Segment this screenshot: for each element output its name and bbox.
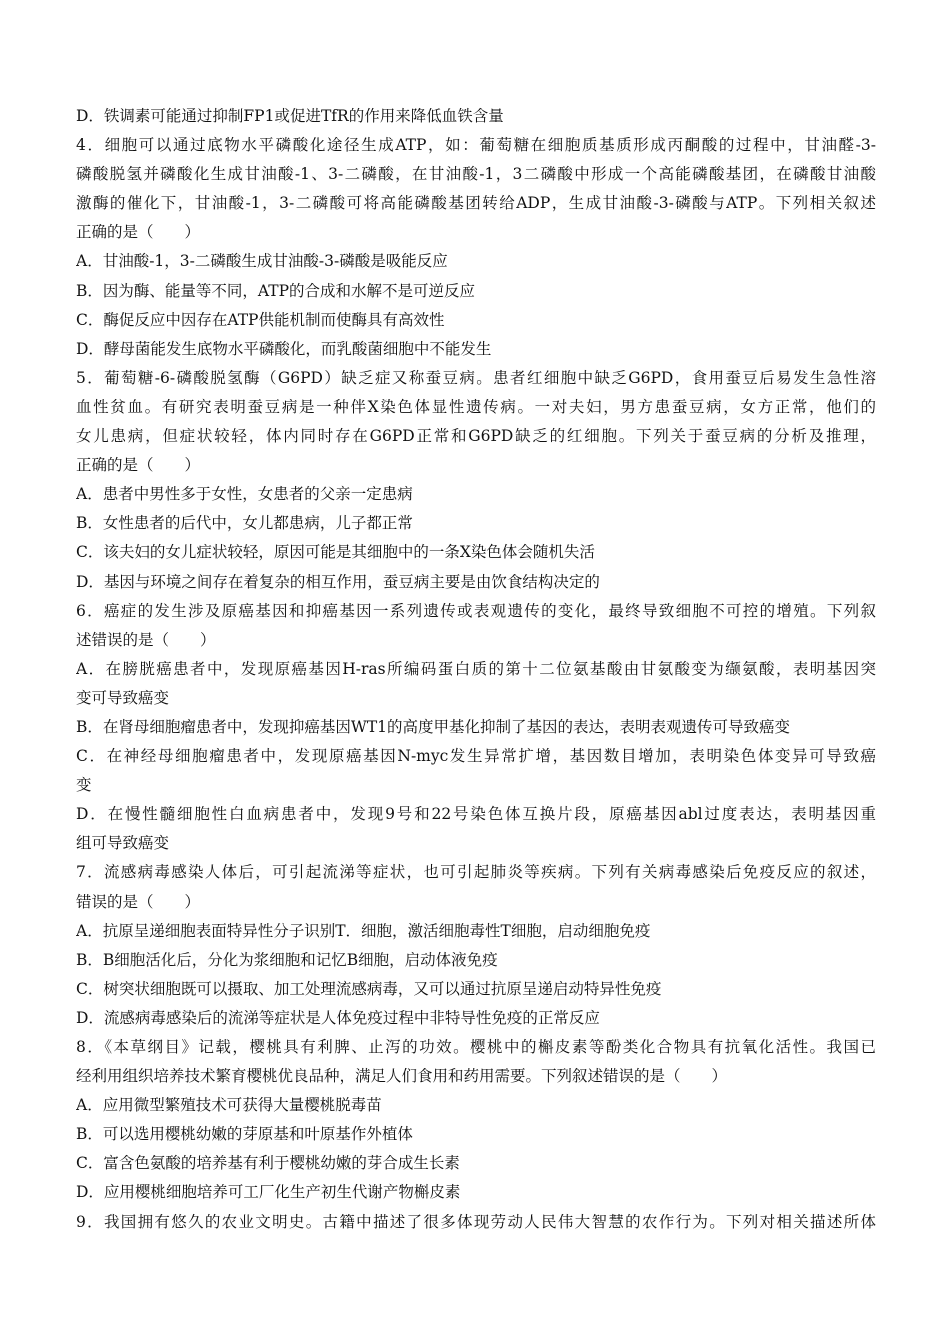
answer-option-line: B．在肾母细胞瘤患者中，发现抑癌基因WT1的高度甲基化抑制了基因的表达，表明表观遗传可导致癌变: [76, 717, 791, 736]
answer-option-line: B．女性患者的后代中，女儿都患病，儿子都正常: [76, 514, 413, 533]
question-text-line: 正确的是（ ）: [76, 456, 201, 475]
question-text-line: 8．《本草纲目》记载，樱桃具有利脾、止泻的功效。樱桃中的槲皮素等酚类化合物具有抗氧化活性。我国已: [76, 1038, 876, 1056]
question-text-line: 女儿患病，但症状较轻，体内同时存在G6PD正常和G6PD缺乏的红细胞。下列关于蚕豆病的分析及推理，: [76, 427, 876, 446]
question-text-line: 7．流感病毒感染人体后，可引起流涕等症状，也可引起肺炎等疾病。下列有关病毒感染后免疫反应的叙述，: [76, 863, 876, 882]
answer-option-line: D．铁调素可能通过抑制FP1或促进TfR的作用来降低血铁含量: [76, 107, 504, 125]
question-text-line: 经利用组织培养技术繁育樱桃优良品种，满足人们食用和药用需要。下列叙述错误的是（ ）: [76, 1067, 728, 1086]
answer-option-line: A．患者中男性多于女性，女患者的父亲一定患病: [76, 485, 413, 504]
answer-option-line: C．在神经母细胞瘤患者中，发现原癌基因N-myc发生异常扩增，基因数目增加，表明染色体变异可导致癌: [76, 747, 876, 766]
answer-option-line: B．B细胞活化后，分化为浆细胞和记忆B细胞，启动体液免疫: [76, 950, 498, 969]
question-text-line: 正确的是（ ）: [76, 223, 201, 242]
answer-option-line: 组可导致癌变: [76, 834, 170, 853]
answer-option-line: B．可以选用樱桃幼嫩的芽原基和叶原基作外植体: [76, 1125, 413, 1144]
answer-option-line: C．酶促反应中因存在ATP供能机制而使酶具有高效性: [76, 310, 445, 329]
question-text-line: 激酶的催化下，甘油酸-1，3-二磷酸可将高能磷酸基团转给ADP，生成甘油酸-3-磷酸与ATP。下列相关叙述: [76, 194, 876, 213]
answer-option-line: 变可导致癌变: [76, 688, 170, 707]
answer-option-line: C．该夫妇的女儿症状较轻，原因可能是其细胞中的一条X染色体会随机失活: [76, 543, 595, 562]
answer-option-line: D．流感病毒感染后的流涕等症状是人体免疫过程中非特导性免疫的正常反应: [76, 1008, 600, 1027]
question-text-line: 血性贫血。有研究表明蚕豆病是一种伴X染色体显性遗传病。一对夫妇，男方患蚕豆病，女方正常，他们的: [76, 397, 876, 416]
answer-option-line: A．应用微型繁殖技术可获得大量樱桃脱毒苗: [76, 1096, 382, 1115]
answer-option-line: A．抗原呈递细胞表面特异性分子识别T．细胞，激活细胞毒性T细胞，启动细胞免疫: [76, 921, 651, 940]
answer-option-line: A．在膀胱癌患者中，发现原癌基因H-ras所编码蛋白质的第十二位氨基酸由甘氨酸变为缬氨酸，表明基因突: [76, 659, 876, 678]
question-text-line: 磷酸脱氢并磷酸化生成甘油酸-1、3-二磷酸，在甘油酸-1，3二磷酸中形成一个高能磷酸基团，在磷酸甘油酸: [76, 165, 876, 184]
answer-option-line: A．甘油酸-1，3-二磷酸生成甘油酸-3-磷酸是吸能反应: [76, 252, 448, 271]
answer-option-line: C．富含色氨酸的培养基有利于樱桃幼嫩的芽合成生长素: [76, 1154, 460, 1173]
answer-option-line: D．酵母菌能发生底物水平磷酸化，而乳酸菌细胞中不能发生: [76, 339, 492, 358]
question-text-line: 错误的是（ ）: [76, 892, 201, 911]
question-text-line: 9．我国拥有悠久的农业文明史。古籍中描述了很多体现劳动人民伟大智慧的农作行为。下列对相关描述所体: [76, 1212, 876, 1231]
question-text-line: 6．癌症的发生涉及原癌基因和抑癌基因一系列遗传或表观遗传的变化，最终导致细胞不可控的增殖。下列叙: [76, 601, 876, 620]
answer-option-line: 变: [76, 776, 92, 795]
question-text-line: 4．细胞可以通过底物水平磷酸化途径生成ATP，如：葡萄糖在细胞质基质形成丙酮酸的过程中，甘油醛-3-: [76, 136, 876, 155]
answer-option-line: D．基因与环境之间存在着复杂的相互作用，蚕豆病主要是由饮食结构决定的: [76, 572, 600, 591]
answer-option-line: C．树突状细胞既可以摄取、加工处理流感病毒，又可以通过抗原呈递启动特异性免疫: [76, 979, 662, 998]
answer-option-line: B．因为酶、能量等不同，ATP的合成和水解不是可逆反应: [76, 281, 476, 300]
question-text-line: 述错误的是（ ）: [76, 630, 216, 649]
answer-option-line: D．应用樱桃细胞培养可工厂化生产初生代谢产物槲皮素: [76, 1183, 461, 1202]
question-text-line: 5．葡萄糖-6-磷酸脱氢酶（G6PD）缺乏症又称蚕豆病。患者红细胞中缺乏G6PD，食用蚕豆后易发生急性溶: [76, 368, 876, 387]
answer-option-line: D．在慢性髓细胞性白血病患者中，发现9号和22号染色体互换片段，原癌基因abl过度表达，表明基因重: [76, 805, 876, 824]
exam-page: [76, 102, 876, 1237]
